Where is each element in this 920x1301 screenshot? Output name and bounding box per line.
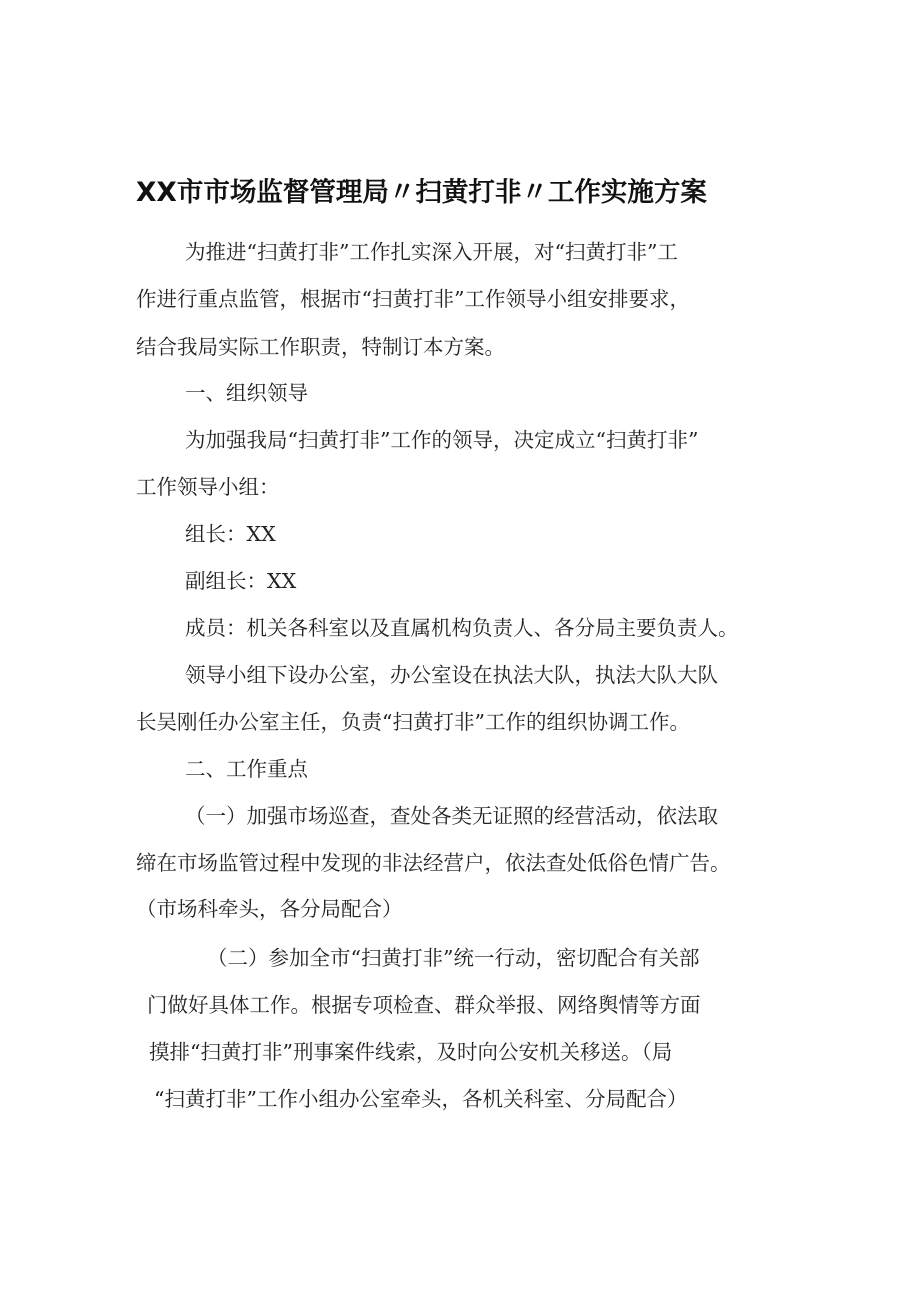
intro-line-3: 结合我局实际工作职责，特制订本方案。 bbox=[136, 335, 505, 359]
section1-paragraph-line-1: 为加强我局“扫黄打非”工作的领导，决定成立“扫黄打非” bbox=[185, 428, 699, 452]
leader-line: 组长：XX bbox=[185, 522, 276, 546]
office-line-2: 长吴刚任办公室主任，负责“扫黄打非”工作的组织协调工作。 bbox=[136, 710, 690, 734]
item1-line-1: （一）加强市场巡查，查处各类无证照的经营活动，依法取 bbox=[185, 804, 718, 828]
office-line-1: 领导小组下设办公室，办公室设在执法大队，执法大队大队 bbox=[185, 663, 718, 687]
intro-line-2: 作进行重点监管，根据市“扫黄打非”工作领导小组安排要求， bbox=[136, 287, 690, 311]
item1-line-3: （市场科牵头，各分局配合） bbox=[136, 897, 403, 921]
item2-line-4: “扫黄打非”工作小组办公室牵头，各机关科室、分局配合） bbox=[154, 1087, 688, 1111]
deputy-leader-line: 副组长：XX bbox=[185, 569, 297, 593]
section2-heading: 二、工作重点 bbox=[185, 757, 308, 781]
section1-paragraph-line-2: 工作领导小组： bbox=[136, 475, 280, 499]
item1-line-2: 缔在市场监管过程中发现的非法经营户，依法查处低俗色情广告。 bbox=[136, 851, 731, 875]
intro-line-1: 为推进“扫黄打非”工作扎实深入开展，对“扫黄打非”工 bbox=[185, 240, 678, 264]
section1-heading: 一、组织领导 bbox=[185, 381, 308, 405]
item2-line-2: 门做好具体工作。根据专项检查、群众举报、网络舆情等方面 bbox=[147, 993, 701, 1017]
item2-line-3: 摸排“扫黄打非”刑事案件线索，及时向公安机关移送。（局 bbox=[149, 1040, 673, 1064]
document-title: XX市市场监督管理局〃扫黄打非〃工作实施方案 bbox=[136, 177, 707, 208]
members-line: 成员：机关各科室以及直属机构负责人、各分局主要负责人。 bbox=[185, 616, 739, 640]
item2-line-1: （二）参加全市“扫黄打非”统一行动，密切配合有关部 bbox=[207, 946, 700, 970]
